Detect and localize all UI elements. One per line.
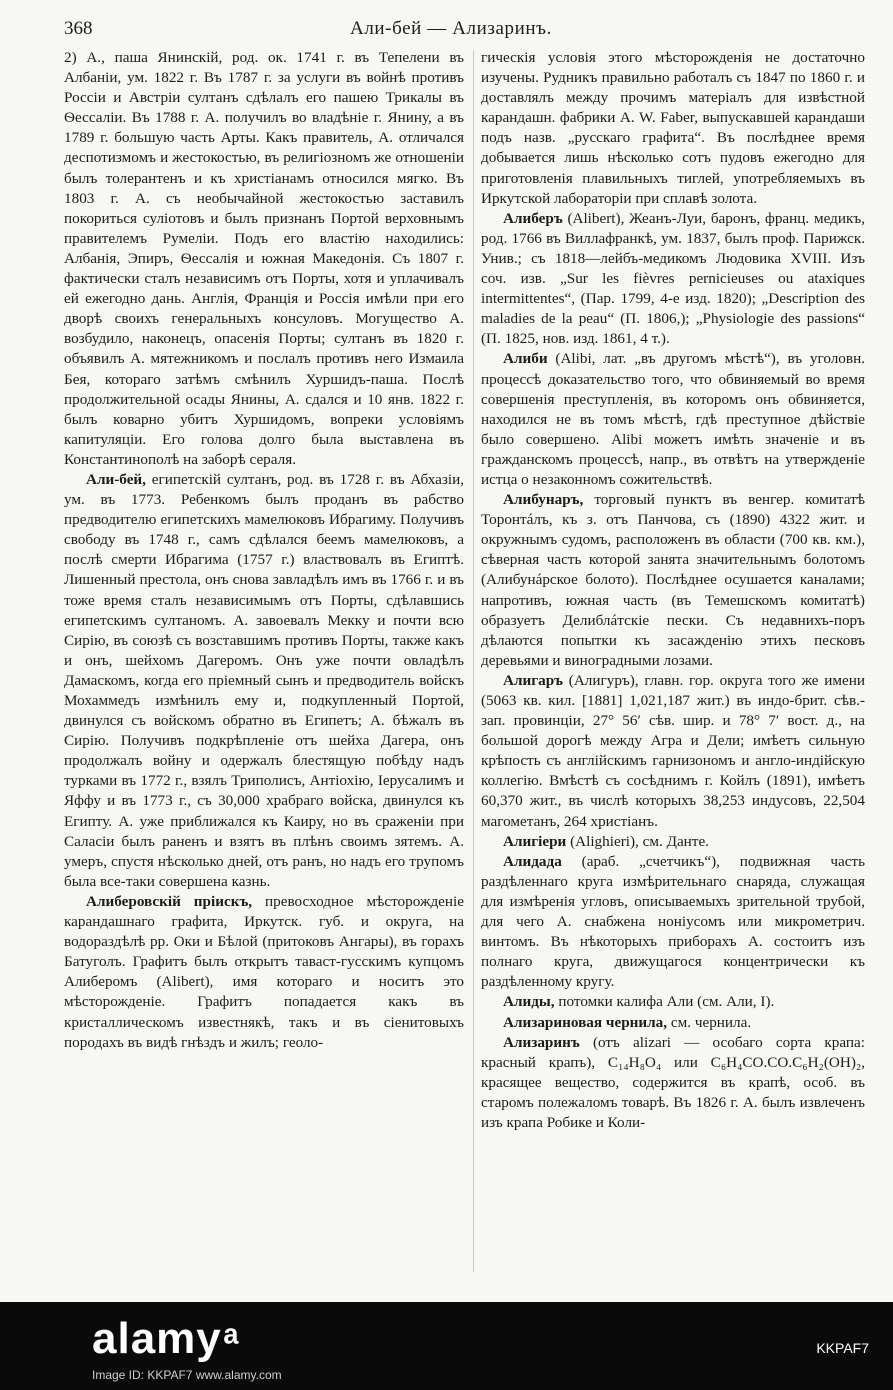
article-headword: Алигіери: [503, 832, 567, 850]
page-header: [64, 14, 864, 42]
article-ali-bey: [64, 470, 464, 892]
article-alibert: [481, 209, 865, 350]
article-headword: Алибунаръ,: [503, 491, 584, 509]
article-text: см. чернила.: [670, 1013, 752, 1031]
article-text: (Алигуръ), главн. гор. округа того же имени (5063 кв. кил. [1881] 1,021,187 жит.) въ индо-брит. сѣв.-зап. провинціи, 27° 56′ сѣв. шир. и 78° 7′ вост. д., на большой дорогѣ между Агра и Дели; имѣетъ сильную крѣпость съ англійскимъ гарнизономъ и англо-индійскую коллегію. Вмѣстѣ съ сосѣднимъ г. Койлъ (1891), имѣетъ 60,370 жит., въ числѣ которыхъ 38,253 индусовъ, 22,504 магометанъ, 264 христіанъ.: [481, 671, 865, 830]
image-id-text: Image ID: KKPAF7: [92, 1368, 193, 1382]
article-aliberovsky-priisk: [64, 892, 464, 1053]
article-headword: Ализаринъ: [503, 1033, 580, 1051]
article-headword: Ализариновая чернила,: [503, 1013, 668, 1031]
alamy-logo: [92, 1314, 240, 1364]
article-alidy: [481, 992, 865, 1012]
page-number: 368: [64, 18, 93, 39]
article-headword: Алиби: [503, 350, 548, 368]
article-alidade: [481, 852, 865, 993]
article-headword: Али-бей,: [86, 470, 146, 488]
article-alizarin-ink: [481, 1013, 865, 1033]
article-ali-pasha: [64, 48, 464, 470]
column-divider: [473, 50, 474, 1272]
stock-code: KKPAF7: [816, 1340, 869, 1356]
left-column: [64, 48, 464, 1278]
article-alighieri: [481, 832, 865, 852]
article-text: 2) А., паша Янинскій, род. ок. 1741 г. въ Тепелени въ Албаніи, ум. 1822 г. Въ 1787 г. за услуги въ войнѣ противъ Россіи и Австріи султанъ сдѣлалъ его пашею Трикалы въ Ѳессаліи. Въ 1788 г. А. получилъ во владѣніе г. Янину, а въ 1789 г. большую часть Арты. Какъ правитель, А. отличался деспотизмомъ и жестокостью, въ религіозномъ же отношеніи былъ толерантенъ и къ христіанамъ относился мягко. Въ 1803 г. А. съ необычайной жестокостью заставилъ покориться суліотовъ и былъ признанъ Портой верховнымъ правителемъ Румеліи. Подъ его властію находились: Албанія, Эпиръ, Ѳессалія и южная Македонія. Съ 1807 г. фактически сталъ независимъ отъ Порты, хотя и уплачивалъ ей ежегодно дань. Англія, Франція и Россія имѣли при его дворѣ своихъ генеральныхъ консуловъ. Могущество А. возбудило, наконецъ, опасенія Порты; султанъ въ 1820 г. объявилъ А. мятежникомъ и послалъ противъ него Измаила Бея, котораго затѣмъ смѣнилъ Хуршидъ-паша. Послѣ продолжительной осады Янины, А. сдался и 10 янв. 1822 г. былъ коварно убитъ Хуршидомъ, вопреки условіямъ капитуляціи. Его голова долго была выставлена въ Константинополѣ на заборѣ сераля.: [64, 49, 464, 468]
article-alizarin: [481, 1033, 865, 1133]
article-continuation: [481, 48, 865, 209]
article-text: потомки калифа Али (см. Али, I).: [558, 993, 775, 1011]
article-text: (отъ alizari — особаго сорта крапа: красный крапъ), C₁₄H₈O₄ или C₆H₄CO.CO.C₆H₂(OH)₂, красящее вещество, содержится въ крапѣ, особ. въ старомъ полежаломъ товарѣ. Въ 1826 г. А. былъ извлеченъ изъ крапа Робике и Коли-: [481, 1033, 865, 1131]
article-text: (Alighieri), см. Данте.: [570, 832, 709, 850]
alamy-a-icon: ᵃ: [223, 1318, 240, 1362]
right-column: [481, 48, 865, 1278]
article-alibunar: [481, 490, 865, 671]
watermark-text: alamy: [92, 1314, 222, 1363]
site-url: www.alamy.com: [195, 1368, 282, 1382]
article-headword: Алиды,: [503, 993, 555, 1011]
stock-watermark-banner: [0, 1302, 893, 1390]
article-text: египетскій султанъ, род. въ 1728 г. въ Абхазіи, ум. въ 1773. Ребенкомъ былъ проданъ въ рабство предводителю египетскихъ мамелюковъ Ибрагиму. Получивъ свободу въ 1748 г., самъ сдѣлался беемъ мамелюковъ, а послѣ смерти Ибрагима (1757 г.) властвовалъ въ Египтѣ. Лишенный престола, онъ снова завладѣлъ имъ въ 1766 г. и въ тоже время сталъ независимымъ отъ Порты, сдѣлавшись египетскимъ султаномъ. А. завоевалъ Мекку и почти всю Сирію, въ союзѣ съ возставшимъ противъ Порты, также какъ и онъ, шейхомъ Дагеромъ. Онъ уже почти овладѣлъ Дамаскомъ, когда его пріемный сынъ и предводитель войскъ Мохаммедъ измѣнилъ ему и, подкупленный Портой, двинулся съ войскомъ обратно въ Египетъ; А. бѣжалъ въ Сирію. Получивъ подкрѣпленіе отъ шейха Дагера, онъ продолжалъ войну и одержалъ блестящую побѣду надъ турками въ 1772 г., взялъ Триполисъ, Антіохію, Іерусалимъ и Яффу и въ 1773 г., съ 30,000 храбраго войска, двинулся къ Египту. А. уже приближался къ Каиру, но въ сраженіи при Саласіи былъ раненъ и взятъ въ плѣнъ своимъ зятемъ. А. умеръ, спустя нѣсколько дней, отъ ранъ, но надъ его трупомъ была все-таки совершена казнь.: [64, 470, 464, 890]
article-headword: Алигаръ: [503, 671, 564, 689]
article-text: (Alibi, лат. „въ другомъ мѣстѣ“), въ уголовн. процессѣ доказательство того, что обвиняемый во время совершенія преступленія, въ которомъ онъ обвиняется, находился не въ томъ мѣстѣ, гдѣ преступное дѣйствіе было совершено. Alibi можетъ имѣть значеніе и въ гражданскомъ процессѣ, напр., въ отвѣтъ на утвержденіе истца о незаконномъ сожительствѣ.: [481, 350, 865, 488]
article-alibi: [481, 349, 865, 490]
article-text: гическія условія этого мѣсторожденія не достаточно изучены. Рудникъ правильно работалъ съ 1847 по 1860 г. и доставлялъ между прочимъ матеріалъ для извѣстной карандашн. фабрики А. W. Faber, выпускавшей карандаши подъ назв. „русскаго графита“. Въ послѣднее время добывается лишь нѣсколько сотъ пудовъ ежегодно для приготовленія плавильныхъ тиглей, употребляемыхъ въ Иркутской лабораторіи при сплавѣ золота.: [481, 49, 865, 207]
article-text: торговый пунктъ въ венгер. комитатѣ Торонтáлъ, къ з. отъ Панчова, съ (1890) 4322 жит. и окружнымъ судомъ, расположенъ въ области (700 кв. км.), сѣверная часть которой занята значительнымъ болотомъ (Алибунáрское болото). Послѣднее осушается каналами; напротивъ, южная часть (въ Темешскомъ комитатѣ) образуетъ Делиблáтскіе пески. Съ недавнихъ-поръ дѣлаются попытки къ засажденію этихъ песковъ деревьями и виноградными лозами.: [481, 491, 865, 669]
article-text: превосходное мѣсторожденіе карандашнаго графита, Иркутск. губ. и округа, на водораздѣлѣ рр. Оки и Бѣлой (притоковъ Ангары), въ горахъ Батуголъ. Графитъ былъ открытъ таваст-гусскимъ купцомъ Алиберомъ (Alibert), имя котораго и носитъ это мѣсторожденіе. Графитъ попадается какъ въ кристаллическомъ известнякѣ, такъ и въ сіенитовыхъ породахъ въ видѣ гнѣздъ и жилъ; геоло-: [64, 892, 464, 1051]
running-head: Али-бей — Ализаринъ.: [350, 18, 552, 39]
article-text: (Alibert), Жеанъ-Луи, баронъ, франц. медикъ, род. 1766 въ Виллафранкѣ, ум. 1837, былъ проф. Парижск. Унив.; съ 1818—лейбъ-медикомъ Людовика XVIII. Изъ соч. изв. „Sur les fièvres pernicieuses ou ataxiques intermittentes“, (Пар. 1799, 4-е изд. 1820); „Description des maladies de la peau“ (П. 1806,); „Physiologie des passions“ (П. 1825, нов. изд. 1861, 4 т.).: [481, 209, 865, 348]
article-headword: Алиберовскій пріискъ,: [86, 892, 253, 910]
article-headword: Алиберъ: [503, 209, 563, 227]
article-aligarh: [481, 671, 865, 832]
article-headword: Алидада: [503, 852, 562, 870]
image-id-caption: [92, 1368, 282, 1382]
article-text: (араб. „счетчикъ“), подвижная часть раздѣленнаго круга измѣрительнаго снаряда, служащая для измѣренія угловъ, описываемыхъ зрительной трубой, для чего А. снабжена ноніусомъ или микрометрич. винтомъ. Въ нѣкоторыхъ приборахъ А. состоитъ изъ полнаго круга, движущагося концентрически къ раздѣленному кругу.: [481, 852, 865, 991]
